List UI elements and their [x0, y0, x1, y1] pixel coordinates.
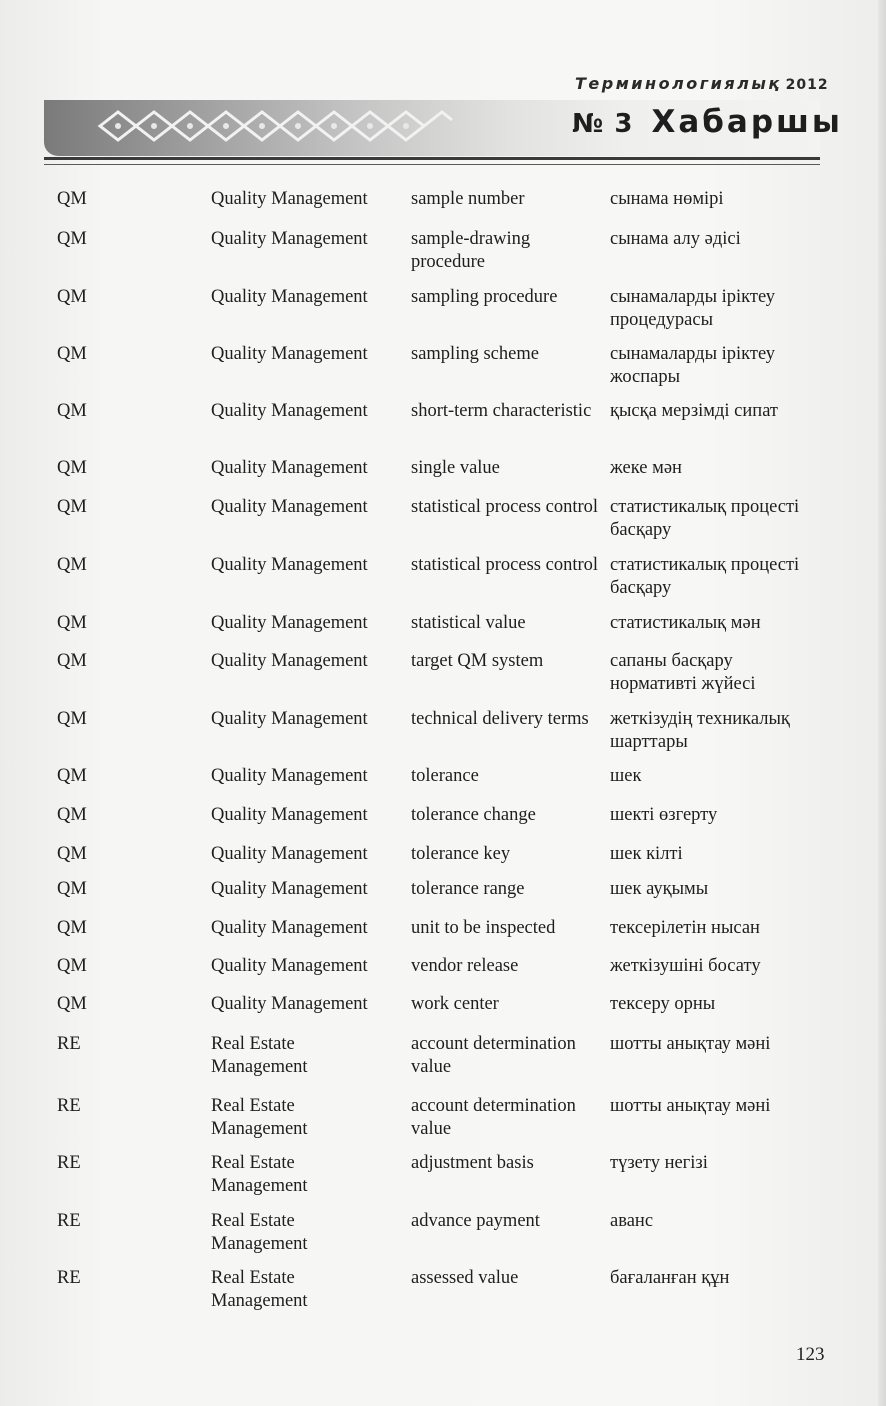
row-translation: сынама нөмірі — [610, 189, 724, 209]
row-translation: статистикалық процесті басқару — [610, 497, 800, 540]
row-translation: сынамаларды іріктеу процедурасы — [610, 287, 775, 330]
row-translation: шотты анықтау мәні — [610, 1034, 771, 1054]
row-translation: жеткізудің техникалық шарттары — [610, 709, 790, 752]
row-domain: Real Estate Management — [211, 1268, 308, 1311]
row-domain: Quality Management — [211, 613, 368, 633]
row-code: RE — [57, 1153, 81, 1173]
row-domain: Quality Management — [211, 994, 368, 1014]
row-code: QM — [57, 229, 87, 249]
row-term: tolerance change — [411, 805, 536, 825]
row-term: account determination value — [411, 1096, 576, 1139]
journal-name: Терминологиялық 2012 — [575, 74, 829, 93]
row-code: QM — [57, 844, 87, 864]
row-code: RE — [57, 1268, 81, 1288]
row-term: work center — [411, 994, 499, 1014]
row-translation: жеке мән — [610, 458, 682, 478]
row-term: sampling scheme — [411, 344, 539, 364]
row-domain: Quality Management — [211, 766, 368, 786]
row-translation: шек — [610, 766, 642, 786]
row-term: adjustment basis — [411, 1153, 534, 1173]
row-domain: Quality Management — [211, 956, 368, 976]
row-term: tolerance range — [411, 879, 525, 899]
row-translation: шекті өзгерту — [610, 805, 718, 825]
row-term: statistical value — [411, 613, 526, 633]
row-code: RE — [57, 1096, 81, 1116]
row-term: sample number — [411, 189, 525, 209]
ornament-pattern — [96, 108, 456, 144]
row-translation: қысқа мерзімді сипат — [610, 401, 779, 421]
row-term: short-term characteristic — [411, 401, 592, 421]
row-code: QM — [57, 805, 87, 825]
row-domain: Quality Management — [211, 879, 368, 899]
row-term: sampling procedure — [411, 287, 558, 307]
row-code: QM — [57, 344, 87, 364]
row-domain: Quality Management — [211, 401, 368, 421]
row-translation: түзету негізі — [610, 1153, 708, 1173]
row-code: QM — [57, 956, 87, 976]
row-translation: шек ауқымы — [610, 879, 709, 899]
row-code: QM — [57, 287, 87, 307]
row-code: RE — [57, 1211, 81, 1231]
row-translation: статистикалық процесті басқару — [610, 555, 800, 598]
row-code: QM — [57, 189, 87, 209]
row-domain: Quality Management — [211, 189, 368, 209]
row-translation: жеткізушіні босату — [610, 956, 761, 976]
row-code: QM — [57, 401, 87, 421]
row-code: QM — [57, 994, 87, 1014]
row-term: tolerance key — [411, 844, 511, 864]
row-domain: Real Estate Management — [211, 1153, 308, 1196]
row-term: advance payment — [411, 1211, 540, 1231]
row-translation: статистикалық мән — [610, 613, 761, 633]
issue-title — [572, 104, 843, 140]
issue-number: № 3 — [572, 109, 634, 139]
row-domain: Quality Management — [211, 651, 368, 671]
journal-year: 2012 — [785, 77, 829, 93]
row-term: statistical process control — [411, 555, 599, 575]
row-translation: шек кілті — [610, 844, 683, 864]
row-domain: Quality Management — [211, 458, 368, 478]
row-domain: Quality Management — [211, 287, 368, 307]
row-code: QM — [57, 651, 87, 671]
row-domain: Quality Management — [211, 918, 368, 938]
row-domain: Real Estate Management — [211, 1211, 308, 1254]
header-rule-thin — [44, 164, 820, 165]
row-domain: Real Estate Management — [211, 1096, 308, 1139]
row-domain: Quality Management — [211, 497, 368, 517]
row-code: QM — [57, 458, 87, 478]
row-domain: Quality Management — [211, 229, 368, 249]
page-number: 123 — [796, 1344, 825, 1365]
row-term: vendor release — [411, 956, 519, 976]
row-translation: сынама алу әдісі — [610, 229, 741, 249]
row-code: QM — [57, 555, 87, 575]
journal-title: Хабаршы — [651, 104, 843, 140]
row-domain: Quality Management — [211, 344, 368, 364]
row-domain: Quality Management — [211, 555, 368, 575]
row-code: RE — [57, 1034, 81, 1054]
header-rule — [44, 157, 820, 160]
row-code: QM — [57, 879, 87, 899]
row-term: assessed value — [411, 1268, 519, 1288]
row-domain: Real Estate Management — [211, 1034, 308, 1077]
row-term: tolerance — [411, 766, 479, 786]
row-translation: сапаны басқару нормативті жүйесі — [610, 651, 756, 694]
row-code: QM — [57, 613, 87, 633]
row-domain: Quality Management — [211, 709, 368, 729]
page-edge — [878, 0, 886, 1406]
row-term: unit to be inspected — [411, 918, 556, 938]
row-translation: бағаланған құн — [610, 1268, 730, 1288]
row-term: sample-drawing procedure — [411, 229, 531, 272]
row-domain: Quality Management — [211, 805, 368, 825]
row-term: technical delivery terms — [411, 709, 589, 729]
row-term: account determination value — [411, 1034, 576, 1077]
row-code: QM — [57, 709, 87, 729]
row-code: QM — [57, 918, 87, 938]
row-translation: шотты анықтау мәні — [610, 1096, 771, 1116]
row-term: statistical process control — [411, 497, 599, 517]
row-term: single value — [411, 458, 500, 478]
row-term: target QM system — [411, 651, 544, 671]
row-translation: сынамаларды іріктеу жоспары — [610, 344, 775, 387]
row-code: QM — [57, 766, 87, 786]
row-translation: тексерілетін нысан — [610, 918, 760, 938]
row-translation: аванс — [610, 1211, 654, 1231]
row-translation: тексеру орны — [610, 994, 716, 1014]
row-code: QM — [57, 497, 87, 517]
row-domain: Quality Management — [211, 844, 368, 864]
